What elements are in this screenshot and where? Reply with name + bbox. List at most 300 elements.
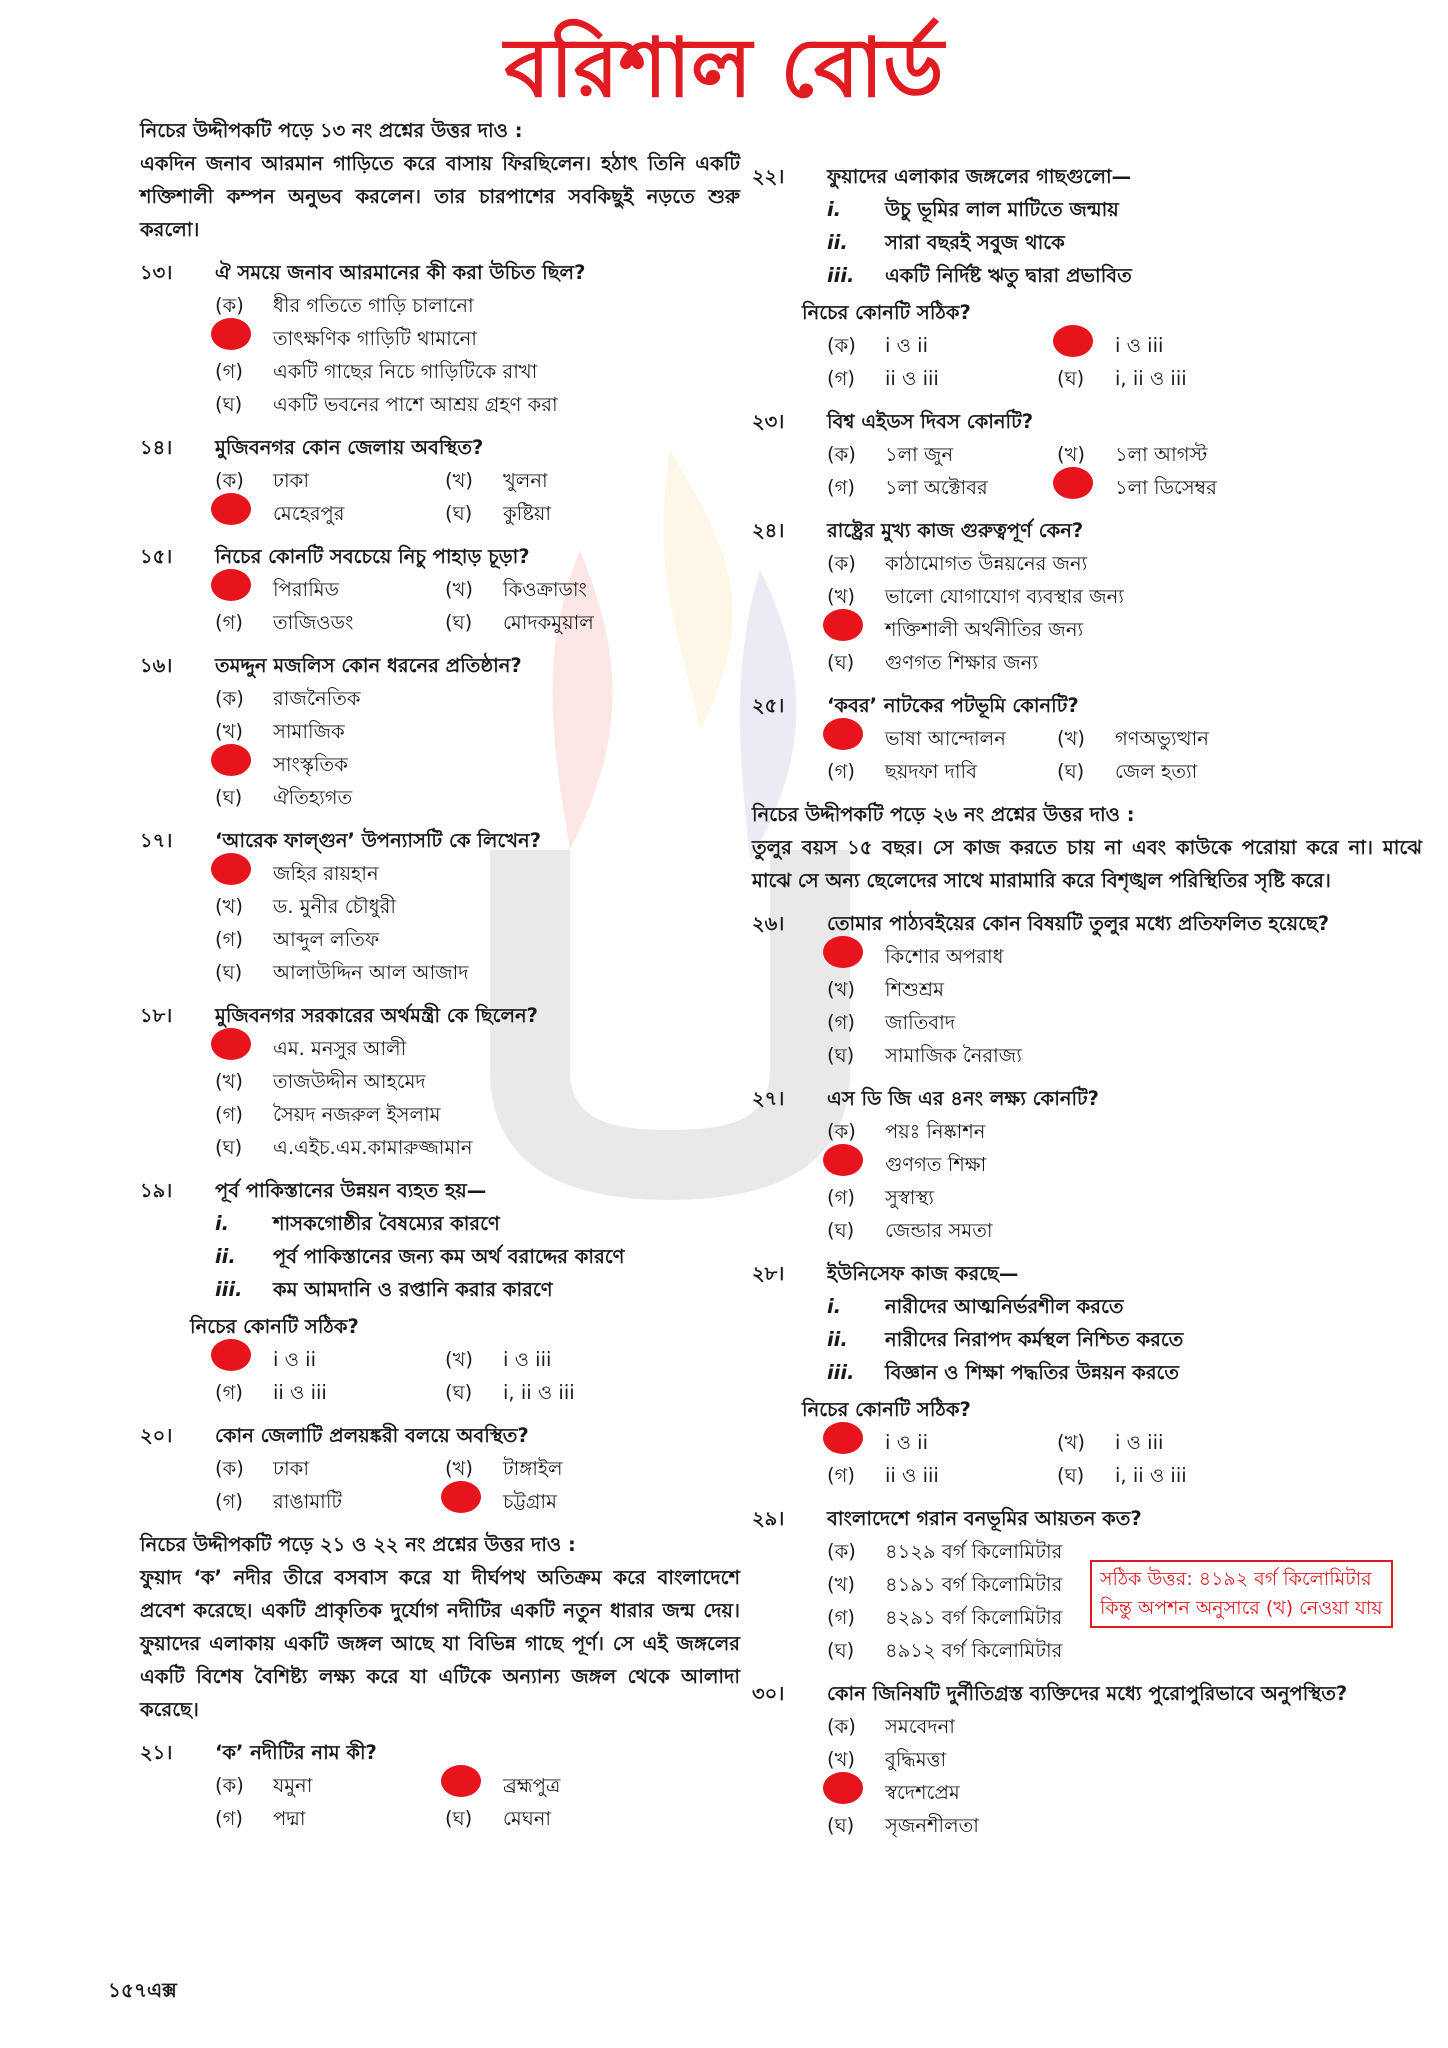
- statement-item: [752, 1323, 1422, 1356]
- answer-option: [445, 1769, 675, 1802]
- option-text: ii ও iii: [885, 1464, 939, 1487]
- option-text: তাৎক্ষণিক গাড়িটি থামানো: [273, 327, 477, 350]
- question-text: তমদ্দুন মজলিস কোন ধরনের প্রতিষ্ঠান?: [215, 654, 522, 677]
- option-list: [752, 438, 1422, 504]
- answer-option: [215, 573, 445, 606]
- answer-option: [215, 1098, 740, 1131]
- option-marker: (ক): [215, 687, 244, 710]
- statement-text: উচু ভূমির লাল মাটিতে জন্মায়: [885, 198, 1119, 221]
- answer-option: [827, 1459, 1057, 1492]
- question-number: ২০।: [140, 1424, 173, 1447]
- question-24: [752, 514, 1422, 679]
- option-text: i, ii ও iii: [503, 1381, 575, 1404]
- option-text: ৪১২৯ বর্গ কিলোমিটার: [885, 1540, 1063, 1563]
- option-text: ড. মুনীর চৌধুরী: [273, 895, 396, 918]
- option-text: i ও ii: [273, 1348, 317, 1371]
- option-text: ৪১৯১ বর্গ কিলোমিটার: [885, 1573, 1063, 1596]
- option-text: গুণগত শিক্ষার জন্য: [885, 651, 1038, 674]
- red-circle-icon: [211, 569, 251, 601]
- question-text: রাষ্ট্রের মুখ্য কাজ গুরুত্বপূর্ণ কেন?: [827, 519, 1084, 542]
- answer-option: [827, 755, 1057, 788]
- red-circle-icon: [823, 936, 863, 968]
- statement-numeral: ii.: [827, 231, 848, 254]
- answer-option: [827, 362, 1057, 395]
- question-number: ২৪।: [752, 519, 785, 542]
- statement-item: [752, 259, 1422, 292]
- correct-answer-mark: [215, 744, 273, 786]
- option-list: [140, 1343, 740, 1409]
- note-line-2: কিন্তু অপশন অনুসারে (খ) নেওয়া যায়: [1100, 1597, 1383, 1619]
- question-17: [140, 824, 740, 989]
- red-circle-icon: [823, 609, 863, 641]
- correct-answer-mark: [827, 718, 885, 760]
- option-list: [140, 682, 740, 814]
- answer-option: [215, 857, 740, 890]
- statement-numeral: i.: [215, 1212, 230, 1235]
- correct-answer-mark: [827, 1422, 885, 1464]
- question-text: ইউনিসেফ কাজ করছে—: [827, 1262, 1019, 1285]
- answer-option: [215, 355, 740, 388]
- question-number: ২৮।: [752, 1262, 785, 1285]
- option-marker: (ঘ): [445, 502, 473, 525]
- option-text: ঢাকা: [273, 469, 309, 492]
- left-column: [140, 104, 740, 1835]
- option-text: জেন্ডার সমতা: [885, 1219, 993, 1242]
- question-28: [752, 1257, 1422, 1492]
- option-text: পিরামিড: [273, 578, 339, 601]
- question-16: [140, 649, 740, 814]
- option-marker: (গ): [215, 928, 243, 951]
- red-circle-icon: [1053, 325, 1093, 357]
- option-text: সামাজিক নৈরাজ্য: [885, 1044, 1022, 1067]
- option-text: i ও ii: [885, 334, 929, 357]
- passage-heading: নিচের উদ্দীপকটি পড়ে ১৩ নং প্রশ্নের উত্তর দাও :: [140, 119, 523, 142]
- answer-option: [1057, 1459, 1287, 1492]
- answer-option: [827, 1809, 1422, 1842]
- question-26: [752, 907, 1422, 1072]
- question-number: ১৫।: [140, 545, 173, 568]
- option-marker: (খ): [445, 578, 474, 601]
- red-circle-icon: [823, 1772, 863, 1804]
- statement-item: [752, 226, 1422, 259]
- option-text: ১লা ডিসেম্বর: [1115, 476, 1217, 499]
- answer-option: [1057, 755, 1287, 788]
- answer-option: [215, 682, 740, 715]
- option-marker: (গ): [827, 1464, 855, 1487]
- option-marker: (খ): [1057, 727, 1086, 750]
- option-marker: (খ): [215, 895, 244, 918]
- passage-heading: নিচের উদ্দীপকটি পড়ে ২৬ নং প্রশ্নের উত্তর দাও :: [752, 803, 1135, 826]
- question-text: বাংলাদেশে গরান বনভূমির আয়তন কত?: [827, 1507, 1142, 1530]
- option-text: একটি গাছের নিচে গাড়িটিকে রাখা: [273, 360, 538, 383]
- question-text: নিচের কোনটি সবচেয়ে নিচু পাহাড় চূড়া?: [215, 545, 530, 568]
- option-marker: (ঘ): [1057, 1464, 1085, 1487]
- red-circle-icon: [823, 718, 863, 750]
- option-text: বুদ্ধিমত্তা: [885, 1748, 947, 1771]
- answer-option: [827, 1426, 1057, 1459]
- answer-option: [215, 1065, 740, 1098]
- answer-option: [445, 1802, 675, 1835]
- option-marker: (খ): [827, 978, 856, 1001]
- question-stem: [752, 1257, 1422, 1290]
- option-text: সামাজিক: [273, 720, 345, 743]
- option-marker: (গ): [827, 476, 855, 499]
- question-text: ‘ক’ নদীটির নাম কী?: [215, 1741, 377, 1764]
- option-text: খুলনা: [503, 469, 548, 492]
- answer-option: [215, 781, 740, 814]
- question-stem: [140, 824, 740, 857]
- question-stem: [752, 1502, 1422, 1535]
- option-text: i, ii ও iii: [1115, 367, 1187, 390]
- option-text: এম. মনসুর আলী: [273, 1037, 407, 1060]
- statement-numeral: i.: [827, 1295, 842, 1318]
- red-circle-icon: [211, 493, 251, 525]
- answer-option: [827, 1743, 1422, 1776]
- option-text: কিশোর অপরাধ: [885, 945, 1004, 968]
- which-correct-prompt: নিচের কোনটি সঠিক?: [802, 301, 971, 324]
- question-stem: [752, 689, 1422, 722]
- answer-option: [827, 1181, 1422, 1214]
- option-text: ঢাকা: [273, 1457, 309, 1480]
- question-stem: [752, 405, 1422, 438]
- question-text: কোন জিনিষটি দুর্নীতিগ্রস্ত ব্যক্তিদের মধ্যে পুরোপুরিভাবে অনুপস্থিত?: [827, 1682, 1348, 1705]
- option-text: চট্টগ্রাম: [503, 1490, 557, 1513]
- option-text: শিশুশ্রম: [885, 978, 944, 1001]
- option-text: ১লা আগস্ট: [1115, 443, 1208, 466]
- option-marker: (ঘ): [445, 1381, 473, 1404]
- question-text: ফুয়াদের এলাকার জঙ্গলের গাছগুলো—: [827, 165, 1132, 188]
- question-19: [140, 1174, 740, 1409]
- option-marker: (ক): [827, 1120, 856, 1143]
- answer-option: [827, 722, 1057, 755]
- statement-text: সারা বছরই সবুজ থাকে: [885, 231, 1065, 254]
- option-list: [752, 722, 1422, 788]
- question-15: [140, 540, 740, 639]
- option-text: ii ও iii: [885, 367, 939, 390]
- correct-answer-mark: [827, 609, 885, 651]
- question-stem: [140, 999, 740, 1032]
- option-text: জেল হত্যা: [1115, 760, 1198, 783]
- question-stem: [140, 1174, 740, 1207]
- answer-option: [827, 1115, 1422, 1148]
- question-number: ১৭।: [140, 829, 173, 852]
- page-number: ১৫৭এক্স: [108, 1978, 177, 2002]
- correct-answer-mark: [215, 1028, 273, 1070]
- statement-item: [752, 1290, 1422, 1323]
- answer-option: [445, 1485, 675, 1518]
- option-marker: (গ): [215, 1807, 243, 1830]
- statement-text: নারীদের নিরাপদ কর্মস্থল নিশ্চিত করতে: [885, 1328, 1184, 1351]
- answer-option: [215, 890, 740, 923]
- question-number: ২৭।: [752, 1087, 785, 1110]
- answer-option: [1057, 471, 1287, 504]
- option-marker: (ঘ): [445, 1807, 473, 1830]
- answer-option: [827, 1634, 1422, 1667]
- question-30: [752, 1677, 1422, 1842]
- option-list: [752, 329, 1422, 395]
- option-text: ৪২৯১ বর্গ কিলোমিটার: [885, 1606, 1063, 1629]
- question-text: ‘কবর’ নাটকের পটভূমি কোনটি?: [827, 694, 1079, 717]
- option-marker: (গ): [827, 1186, 855, 1209]
- option-text: এ.এইচ.এম.কামারুজ্জামান: [273, 1136, 473, 1159]
- option-text: টাঙ্গাইল: [503, 1457, 563, 1480]
- question-text: তোমার পাঠ্যবইয়ের কোন বিষয়টি তুলুর মধ্যে প্রতিফলিত হয়েছে?: [827, 912, 1330, 935]
- passage-text: ফুয়াদ ‘ক’ নদীর তীরে বসবাস করে যা দীর্ঘপথ অতিক্রম করে বাংলাদেশে প্রবেশ করেছে। একটি প্রাকৃতিক দুর্যোগ নদীটির একটি নতুন ধারার জন্ম দেয়। ফুয়াদের এলাকায় একটি জঙ্গল আছে যা বিভিন্ন গাছে পূর্ণ। সে এই জঙ্গলের একটি বিশেষ বৈশিষ্ট্য লক্ষ্য করে যা এটিকে অন্যান্য জঙ্গল থেকে আলাদা করেছে।: [140, 1566, 740, 1721]
- correct-answer-mark: [215, 493, 273, 535]
- question-stem: [140, 1419, 740, 1452]
- red-circle-icon: [1053, 467, 1093, 499]
- question-stem: [752, 1082, 1422, 1115]
- answer-option: [215, 497, 445, 530]
- question-number: ২২।: [752, 165, 785, 188]
- question-21: [140, 1736, 740, 1835]
- option-marker: (গ): [827, 1606, 855, 1629]
- option-list: [752, 940, 1422, 1072]
- option-marker: (খ): [827, 585, 856, 608]
- option-marker: (গ): [215, 1381, 243, 1404]
- option-text: ধীর গতিতে গাড়ি চালানো: [273, 294, 474, 317]
- option-text: সমবেদনা: [885, 1715, 955, 1738]
- question-number: ৩০।: [752, 1682, 785, 1705]
- which-correct-prompt: নিচের কোনটি সঠিক?: [190, 1315, 359, 1338]
- option-marker: (ঘ): [215, 393, 243, 416]
- option-marker: (ক): [827, 443, 856, 466]
- question-number: ২৫।: [752, 694, 785, 717]
- option-text: গণঅভ্যুত্থান: [1115, 727, 1209, 750]
- option-text: ছয়দফা দাবি: [885, 760, 977, 783]
- answer-option: [215, 1343, 445, 1376]
- question-stem: [752, 907, 1422, 940]
- statement-item: [140, 1240, 740, 1273]
- option-text: কাঠামোগত উন্নয়নের জন্য: [885, 552, 1088, 575]
- answer-option: [827, 1214, 1422, 1247]
- statement-text: শাসকগোষ্ঠীর বৈষম্যের কারণে: [273, 1212, 500, 1235]
- statement-numeral: iii.: [215, 1278, 243, 1301]
- answer-option: [215, 1131, 740, 1164]
- option-marker: (ঘ): [215, 961, 243, 984]
- correct-answer-mark: [1057, 467, 1115, 509]
- correct-answer-mark: [445, 1481, 503, 1523]
- option-marker: (গ): [827, 760, 855, 783]
- passage-text: একদিন জনাব আরমান গাড়িতে করে বাসায় ফিরছিলেন। হঠাৎ তিনি একটি শক্তিশালী কম্পন অনুভব করলেন। তার চারপাশের সবকিছুই নড়তে শুরু করলো।: [140, 152, 740, 241]
- answer-option: [215, 322, 740, 355]
- option-list: [140, 1032, 740, 1164]
- option-marker: (ক): [827, 1715, 856, 1738]
- option-marker: (খ): [445, 1348, 474, 1371]
- option-marker: (খ): [1057, 443, 1086, 466]
- answer-option: [827, 973, 1422, 1006]
- question-text: মুজিবনগর সরকারের অর্থমন্ত্রী কে ছিলেন?: [215, 1004, 538, 1027]
- option-text: সাংস্কৃতিক: [273, 753, 348, 776]
- question-stem: [140, 540, 740, 573]
- answer-option: [215, 289, 740, 322]
- option-list: [140, 289, 740, 421]
- answer-option: [215, 1769, 445, 1802]
- option-text: সৃজনশীলতা: [885, 1814, 979, 1837]
- option-text: একটি ভবনের পাশে আশ্রয় গ্রহণ করা: [273, 393, 558, 416]
- red-circle-icon: [211, 318, 251, 350]
- answer-option: [215, 1802, 445, 1835]
- option-list: [140, 464, 740, 530]
- option-text: কিওক্রাডাং: [503, 578, 587, 601]
- question-number: ২৬।: [752, 912, 785, 935]
- question-stem: [140, 1736, 740, 1769]
- question-13: [140, 256, 740, 421]
- statement-numeral: ii.: [215, 1245, 236, 1268]
- statement-numeral: iii.: [827, 1361, 855, 1384]
- option-marker: (ক): [827, 1540, 856, 1563]
- option-text: i ও iii: [1115, 334, 1164, 357]
- question-text: এস ডি জি এর ৪নং লক্ষ্য কোনটি?: [827, 1087, 1099, 1110]
- answer-option: [215, 923, 740, 956]
- answer-option: [215, 1376, 445, 1409]
- question-number: ১৯।: [140, 1179, 173, 1202]
- statement-text: একটি নির্দিষ্ট ঋতু দ্বারা প্রভাবিত: [885, 264, 1132, 287]
- option-marker: (গ): [215, 1490, 243, 1513]
- option-text: শক্তিশালী অর্থনীতির জন্য: [885, 618, 1084, 641]
- statement-text: পূর্ব পাকিস্তানের জন্য কম অর্থ বরাদ্দের কারণে: [273, 1245, 625, 1268]
- option-marker: (ক): [827, 334, 856, 357]
- question-18: [140, 999, 740, 1164]
- option-text: স্বদেশপ্রেম: [885, 1781, 960, 1804]
- option-text: যমুনা: [273, 1774, 313, 1797]
- statement-item: [140, 1273, 740, 1306]
- question-number: ১৩।: [140, 261, 173, 284]
- question-27: [752, 1082, 1422, 1247]
- question-number: ২৯।: [752, 1507, 785, 1530]
- statement-item: [140, 1207, 740, 1240]
- answer-option: [215, 748, 740, 781]
- answer-option: [215, 715, 740, 748]
- option-marker: (ক): [215, 1774, 244, 1797]
- statement-numeral: i.: [827, 198, 842, 221]
- red-circle-icon: [441, 1765, 481, 1797]
- option-marker: (ঘ): [1057, 760, 1085, 783]
- board-title: বরিশাল বোর্ড: [504, 21, 944, 116]
- option-marker: (খ): [445, 469, 474, 492]
- answer-option: [827, 1148, 1422, 1181]
- option-marker: (ক): [827, 552, 856, 575]
- option-list: [752, 1426, 1422, 1492]
- question-text: কোন জেলাটি প্রলয়ঙ্করী বলয়ে অবস্থিত?: [215, 1424, 529, 1447]
- option-marker: (ঘ): [445, 611, 473, 634]
- correct-answer-mark: [215, 853, 273, 895]
- statement-numeral: iii.: [827, 264, 855, 287]
- option-text: ১লা জুন: [885, 443, 954, 466]
- option-marker: (গ): [215, 1103, 243, 1126]
- option-marker: (ঘ): [827, 1639, 855, 1662]
- answer-option: [445, 1343, 675, 1376]
- answer-option: [215, 1032, 740, 1065]
- correct-answer-mark: [827, 936, 885, 978]
- red-circle-icon: [211, 853, 251, 885]
- answer-option: [1057, 362, 1287, 395]
- answer-option: [827, 580, 1422, 613]
- option-text: i, ii ও iii: [1115, 1464, 1187, 1487]
- answer-option: [827, 1776, 1422, 1809]
- option-text: ii ও iii: [273, 1381, 327, 1404]
- correct-answer-mark: [827, 1772, 885, 1814]
- option-marker: (ঘ): [215, 786, 243, 809]
- option-text: ব্রহ্মপুত্র: [503, 1774, 561, 1797]
- option-list: [752, 1115, 1422, 1247]
- answer-option: [445, 497, 675, 530]
- statement-text: নারীদের আত্মনির্ভরশীল করতে: [885, 1295, 1124, 1318]
- passage-heading: নিচের উদ্দীপকটি পড়ে ২১ ও ২২ নং প্রশ্নের উত্তর দাও :: [140, 1533, 576, 1556]
- answer-option: [827, 1039, 1422, 1072]
- option-text: মেঘনা: [503, 1807, 552, 1830]
- correct-answer-mark: [827, 1144, 885, 1186]
- passage-text: তুলুর বয়স ১৫ বছর। সে কাজ করতে চায় না এবং কাউকে পরোয়া করে না। মাঝে মাঝে সে অন্য ছেলেদের সাথে মারামারি করে বিশৃঙ্খল পরিস্থিতির সৃষ্টি করে।: [752, 836, 1422, 892]
- question-stem: [140, 256, 740, 289]
- option-list: [140, 573, 740, 639]
- answer-option: [445, 606, 675, 639]
- option-text: রাঙামাটি: [273, 1490, 343, 1513]
- option-text: জাতিবাদ: [885, 1011, 956, 1034]
- question-stem: [140, 649, 740, 682]
- question-number: ১৪।: [140, 436, 173, 459]
- question-14: [140, 431, 740, 530]
- option-marker: (ঘ): [827, 1044, 855, 1067]
- correct-answer-mark: [215, 569, 273, 611]
- option-text: আব্দুল লতিফ: [273, 928, 380, 951]
- option-text: তাজউদ্দীন আহমেদ: [273, 1070, 426, 1093]
- option-marker: (খ): [445, 1457, 474, 1480]
- answer-option: [827, 547, 1422, 580]
- note-line-1: সঠিক উত্তর: ৪১৯২ বর্গ কিলোমিটার: [1100, 1568, 1372, 1590]
- question-number: ১৮।: [140, 1004, 173, 1027]
- option-list: [140, 1769, 740, 1835]
- option-marker: (গ): [827, 1011, 855, 1034]
- question-text: বিশ্ব এইডস দিবস কোনটি?: [827, 410, 1034, 433]
- question-text: মুজিবনগর কোন জেলায় অবস্থিত?: [215, 436, 484, 459]
- correct-answer-mark: [1057, 325, 1115, 367]
- option-marker: (গ): [215, 360, 243, 383]
- option-text: তাজিওডং: [273, 611, 354, 634]
- red-circle-icon: [211, 1028, 251, 1060]
- option-marker: (ঘ): [827, 651, 855, 674]
- option-marker: (গ): [215, 611, 243, 634]
- answer-option: [215, 1485, 445, 1518]
- which-correct-prompt: নিচের কোনটি সঠিক?: [802, 1398, 971, 1421]
- correct-answer-mark: [215, 1339, 273, 1381]
- option-marker: (ঘ): [215, 1136, 243, 1159]
- question-number: ২১।: [140, 1741, 173, 1764]
- option-text: জহির রায়হান: [273, 862, 379, 885]
- statement-text: বিজ্ঞান ও শিক্ষা পদ্ধতির উন্নয়ন করতে: [885, 1361, 1180, 1384]
- option-text: i ও ii: [885, 1431, 929, 1454]
- option-text: ১লা অক্টোবর: [885, 476, 988, 499]
- option-text: ঐতিহ্যগত: [273, 786, 353, 809]
- option-marker: (ক): [215, 1457, 244, 1480]
- answer-option: [1057, 329, 1287, 362]
- option-text: আলাউদ্দিন আল আজাদ: [273, 961, 469, 984]
- statement-item: [752, 1356, 1422, 1389]
- question-text: ‘আরেক ফাল্গুন’ উপন্যাসটি কে লিখেন?: [215, 829, 542, 852]
- answer-option: [445, 464, 675, 497]
- answer-option: [1057, 722, 1287, 755]
- question-number: ১৬।: [140, 654, 173, 677]
- correct-answer-mark: [215, 318, 273, 360]
- question-text: পূর্ব পাকিস্তানের উন্নয়ন ব্যহত হয়—: [215, 1179, 487, 1202]
- answer-option: [215, 956, 740, 989]
- option-text: ৪৯১২ বর্গ কিলোমিটার: [885, 1639, 1063, 1662]
- question-stem: [140, 431, 740, 464]
- red-circle-icon: [823, 1422, 863, 1454]
- question-25: [752, 689, 1422, 788]
- red-circle-icon: [211, 1339, 251, 1371]
- answer-option: [827, 613, 1422, 646]
